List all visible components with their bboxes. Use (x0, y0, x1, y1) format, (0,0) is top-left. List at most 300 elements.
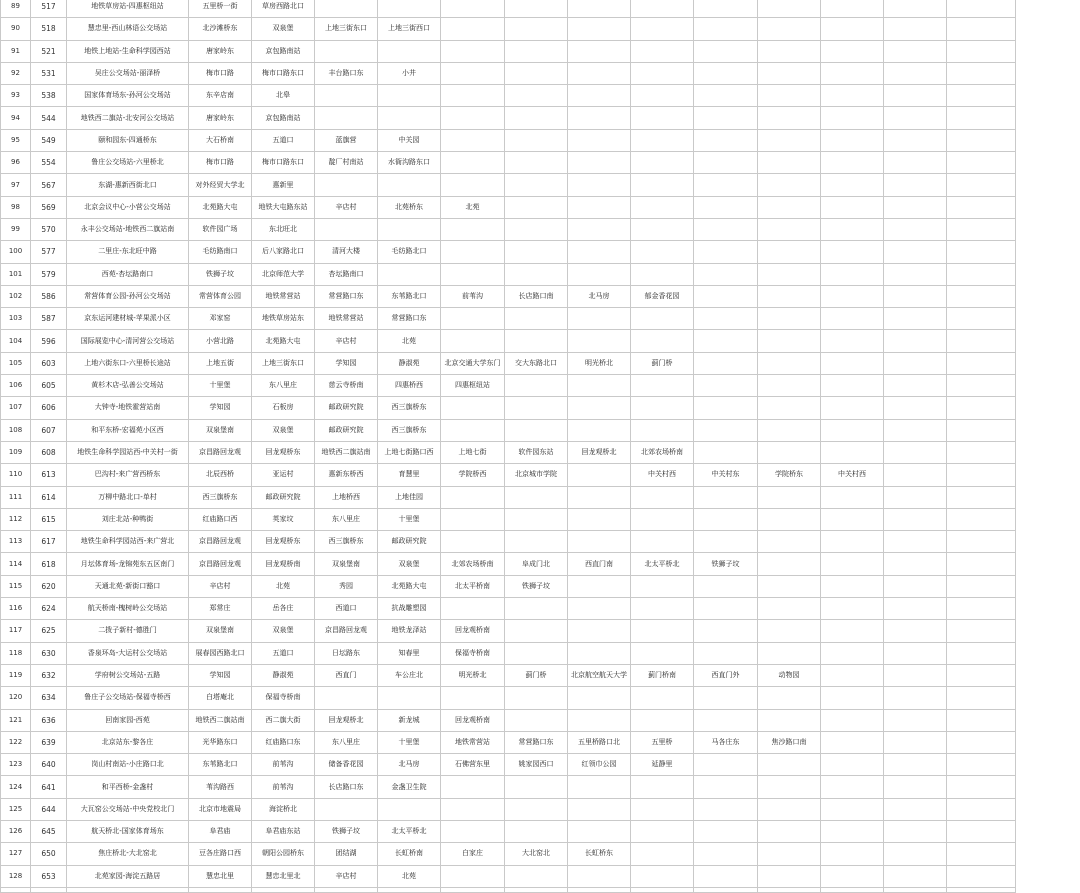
stop-cell: 回龙观桥东 (252, 531, 315, 553)
route-number-cell: 645 (31, 820, 67, 842)
stop-cell (821, 107, 884, 129)
stop-cell: 上地佳园 (378, 486, 441, 508)
stop-cell: 北马房 (378, 754, 441, 776)
stop-cell: 京昌路回龙观 (189, 441, 252, 463)
stop-cell: 地铁常营站 (315, 308, 378, 330)
stop-cell (505, 107, 568, 129)
stop-cell (758, 531, 821, 553)
stop-cell: 上地七街路口西 (378, 441, 441, 463)
route-number-cell: 624 (31, 598, 67, 620)
stop-cell (505, 218, 568, 240)
stop-cell (505, 196, 568, 218)
row-index-cell: 126 (1, 820, 31, 842)
stop-cell (821, 218, 884, 240)
empty-cell (315, 887, 378, 892)
stop-cell: 西二旗大街 (252, 709, 315, 731)
stop-cell: 十里堡 (378, 508, 441, 530)
stop-cell: 动物园 (758, 664, 821, 686)
row-index-cell: 89 (1, 0, 31, 18)
stop-cell (758, 129, 821, 151)
stop-cell (505, 174, 568, 196)
stop-cell: 苇沟路西 (189, 776, 252, 798)
stop-cell (568, 397, 631, 419)
stop-cell (505, 308, 568, 330)
stop-cell: 北苑 (378, 330, 441, 352)
stop-cell: 郁金香花园 (631, 285, 694, 307)
table-row (1, 598, 1016, 620)
stop-cell: 学知园 (189, 664, 252, 686)
table-row (1, 397, 1016, 419)
stop-cell (568, 107, 631, 129)
stop-cell (441, 85, 505, 107)
stop-cell: 邮政研究院 (315, 397, 378, 419)
route-name-cell: 地铁生命科学园站西-来广营北 (67, 531, 189, 553)
stop-cell (568, 598, 631, 620)
stop-cell (821, 843, 884, 865)
stop-cell (758, 798, 821, 820)
stop-cell (758, 85, 821, 107)
stop-cell (694, 263, 758, 285)
stop-cell: 常营路口东 (505, 731, 568, 753)
stop-cell (947, 263, 1016, 285)
stop-cell (758, 0, 821, 18)
stop-cell (947, 687, 1016, 709)
stop-cell: 五道口 (252, 129, 315, 151)
stop-cell (568, 798, 631, 820)
stop-cell (884, 308, 947, 330)
stop-cell: 大北窑北 (505, 843, 568, 865)
stop-cell: 西直门南 (568, 553, 631, 575)
stop-cell: 北辰西桥 (189, 464, 252, 486)
stop-cell (947, 709, 1016, 731)
route-number-cell: 549 (31, 129, 67, 151)
stop-cell (884, 776, 947, 798)
row-index-cell: 98 (1, 196, 31, 218)
table-row (1, 508, 1016, 530)
route-name-cell: 上地六街东口-六里桥长途站 (67, 352, 189, 374)
table-row (1, 486, 1016, 508)
row-index-cell: 96 (1, 152, 31, 174)
empty-cell (947, 887, 1016, 892)
route-name-cell: 鲁庄公交场站-六里桥北 (67, 152, 189, 174)
stop-cell (947, 174, 1016, 196)
stop-cell (884, 709, 947, 731)
stop-cell: 北太平桥南 (441, 575, 505, 597)
stop-cell: 北苑桥东 (378, 196, 441, 218)
stop-cell (441, 397, 505, 419)
stop-cell (821, 263, 884, 285)
stop-cell: 双泉堡南 (189, 419, 252, 441)
stop-cell (694, 486, 758, 508)
stop-cell (378, 40, 441, 62)
stop-cell: 唐家岭东 (189, 107, 252, 129)
stop-cell (441, 218, 505, 240)
stop-cell (631, 174, 694, 196)
row-index-cell: 112 (1, 508, 31, 530)
stop-cell (884, 553, 947, 575)
stop-cell (378, 107, 441, 129)
stop-cell: 双泉堡 (252, 620, 315, 642)
stop-cell: 铁狮子坟 (694, 553, 758, 575)
stop-cell (884, 598, 947, 620)
route-number-cell: 620 (31, 575, 67, 597)
stop-cell (821, 754, 884, 776)
stop-cell (631, 241, 694, 263)
stop-cell: 十里堡 (189, 375, 252, 397)
stop-cell: 东辛店南 (189, 85, 252, 107)
stop-cell (821, 62, 884, 84)
stop-cell: 北京师范大学 (252, 263, 315, 285)
stop-cell: 东苇路北口 (378, 285, 441, 307)
stop-cell (631, 18, 694, 40)
stop-cell (821, 419, 884, 441)
route-name-cell: 月坛体育场-龙锦苑东五区南门 (67, 553, 189, 575)
stop-cell (821, 308, 884, 330)
stop-cell: 梅市口路东口 (252, 62, 315, 84)
stop-cell: 双泉堡 (252, 18, 315, 40)
stop-cell: 储备香花园 (315, 754, 378, 776)
table-row (1, 85, 1016, 107)
stop-cell: 北沙滩桥东 (189, 18, 252, 40)
stop-cell (694, 441, 758, 463)
stop-cell: 金盏卫生院 (378, 776, 441, 798)
stop-cell (441, 419, 505, 441)
stop-cell (821, 375, 884, 397)
route-number-cell: 579 (31, 263, 67, 285)
stop-cell: 北苑 (378, 865, 441, 887)
stop-cell: 慧忠北里 (189, 865, 252, 887)
stop-cell (694, 508, 758, 530)
stop-cell (631, 62, 694, 84)
stop-cell (505, 820, 568, 842)
table-row (1, 263, 1016, 285)
stop-cell (505, 798, 568, 820)
stop-cell: 西三旗桥东 (315, 531, 378, 553)
stop-cell (505, 397, 568, 419)
stop-cell: 回龙观桥南 (441, 620, 505, 642)
stop-cell (694, 843, 758, 865)
empty-cell (568, 887, 631, 892)
stop-cell (441, 508, 505, 530)
empty-cell (1, 887, 31, 892)
row-index-cell: 124 (1, 776, 31, 798)
stop-cell: 东八里庄 (315, 731, 378, 753)
route-name-cell: 刘庄北站-种鸭街 (67, 508, 189, 530)
stop-cell: 秀园 (315, 575, 378, 597)
row-index-cell: 97 (1, 174, 31, 196)
stop-cell: 育慧里 (378, 464, 441, 486)
route-name-cell: 学府树公交场站-五路 (67, 664, 189, 686)
stop-cell: 北京交通大学东门 (441, 352, 505, 374)
empty-cell (758, 887, 821, 892)
stop-cell (821, 352, 884, 374)
row-index-cell: 120 (1, 687, 31, 709)
stop-cell (884, 575, 947, 597)
stop-cell (884, 397, 947, 419)
stop-cell: 回龙观桥东 (252, 441, 315, 463)
stop-cell (441, 865, 505, 887)
row-index-cell: 113 (1, 531, 31, 553)
empty-cell (252, 887, 315, 892)
stop-cell: 水衙沟路东口 (378, 152, 441, 174)
stop-cell (821, 664, 884, 686)
route-number-cell: 618 (31, 553, 67, 575)
table-row (1, 129, 1016, 151)
stop-cell: 地铁常营站 (441, 731, 505, 753)
stop-cell (758, 486, 821, 508)
stop-cell: 长虹桥东 (568, 843, 631, 865)
stop-cell (441, 62, 505, 84)
route-name-cell: 国际展览中心-清河营公交场站 (67, 330, 189, 352)
stop-cell (694, 419, 758, 441)
stop-cell (947, 620, 1016, 642)
stop-cell (884, 174, 947, 196)
stop-cell (505, 0, 568, 18)
stop-cell: 地铁西二旗站南 (315, 441, 378, 463)
stop-cell (947, 575, 1016, 597)
stop-cell (631, 709, 694, 731)
stop-cell (758, 575, 821, 597)
stop-cell (505, 18, 568, 40)
stop-cell (694, 776, 758, 798)
stop-cell: 石佛营东里 (441, 754, 505, 776)
route-number-cell: 554 (31, 152, 67, 174)
stop-cell (631, 196, 694, 218)
stop-cell (758, 308, 821, 330)
stop-cell (378, 0, 441, 18)
stop-cell (441, 40, 505, 62)
route-name-cell: 航天桥南-槐树岭公交场站 (67, 598, 189, 620)
stop-cell (505, 776, 568, 798)
stop-cell (694, 620, 758, 642)
table-row (1, 152, 1016, 174)
empty-cell (505, 887, 568, 892)
stop-cell (884, 62, 947, 84)
stop-cell (631, 330, 694, 352)
stop-cell (884, 263, 947, 285)
stop-cell: 西道口 (315, 598, 378, 620)
stop-cell (758, 352, 821, 374)
stop-cell (441, 308, 505, 330)
stop-cell (758, 843, 821, 865)
stop-cell: 五道口 (252, 642, 315, 664)
route-number-cell: 613 (31, 464, 67, 486)
stop-cell (947, 85, 1016, 107)
empty-cell (189, 887, 252, 892)
stop-cell (947, 0, 1016, 18)
stop-cell: 四惠桥西 (378, 375, 441, 397)
stop-cell (315, 687, 378, 709)
stop-cell (631, 798, 694, 820)
stop-cell: 双泉堡 (252, 419, 315, 441)
stop-cell (947, 152, 1016, 174)
stop-cell (631, 375, 694, 397)
stop-cell: 东八里庄 (315, 508, 378, 530)
stop-cell (631, 263, 694, 285)
stop-cell (505, 508, 568, 530)
stop-cell: 白家庄 (441, 843, 505, 865)
stop-cell (947, 196, 1016, 218)
empty-cell (67, 887, 189, 892)
stop-cell (631, 397, 694, 419)
stop-cell (505, 620, 568, 642)
stop-cell: 铁狮子坟 (505, 575, 568, 597)
stop-cell: 京昌路回龙观 (315, 620, 378, 642)
stop-cell: 阜君庙 (189, 820, 252, 842)
stop-cell: 铁狮子坟 (315, 820, 378, 842)
stop-cell: 上地五街 (189, 352, 252, 374)
route-number-cell: 570 (31, 218, 67, 240)
stop-cell (631, 107, 694, 129)
stop-cell: 阜成门北 (505, 553, 568, 575)
route-name-cell: 回南家园-西苑 (67, 709, 189, 731)
stop-cell (758, 18, 821, 40)
table-row (1, 820, 1016, 842)
stop-cell: 回龙观桥南 (252, 553, 315, 575)
stop-cell: 软件园东站 (505, 441, 568, 463)
stop-cell (884, 754, 947, 776)
empty-cell (884, 887, 947, 892)
stop-cell: 北皋 (252, 85, 315, 107)
stop-cell (947, 531, 1016, 553)
route-number-cell: 586 (31, 285, 67, 307)
stop-cell (505, 40, 568, 62)
stop-cell (884, 0, 947, 18)
stop-cell: 学知园 (315, 352, 378, 374)
stop-cell (947, 129, 1016, 151)
table-row (1, 241, 1016, 263)
stop-cell (884, 531, 947, 553)
stop-cell (505, 85, 568, 107)
stop-cell (568, 642, 631, 664)
route-table-body (1, 0, 1016, 892)
stop-cell: 石板房 (252, 397, 315, 419)
route-name-cell: 二里庄-东北旺中路 (67, 241, 189, 263)
stop-cell: 西三旗桥东 (378, 397, 441, 419)
stop-cell (315, 40, 378, 62)
stop-cell: 慧忠北里北 (252, 865, 315, 887)
stop-cell: 梅市口路东口 (252, 152, 315, 174)
stop-cell: 豆各庄路口西 (189, 843, 252, 865)
route-number-cell: 641 (31, 776, 67, 798)
route-number-cell: 636 (31, 709, 67, 731)
table-row (1, 642, 1016, 664)
stop-cell (821, 174, 884, 196)
stop-cell (568, 375, 631, 397)
stop-cell (947, 330, 1016, 352)
stop-cell (378, 687, 441, 709)
stop-cell: 知春里 (378, 642, 441, 664)
stop-cell: 明光桥北 (441, 664, 505, 686)
stop-cell (758, 553, 821, 575)
stop-cell (821, 397, 884, 419)
empty-cell (31, 887, 67, 892)
stop-cell (568, 62, 631, 84)
stop-cell: 前苇沟 (252, 776, 315, 798)
stop-cell: 中关园 (378, 129, 441, 151)
stop-cell (631, 687, 694, 709)
table-row (1, 352, 1016, 374)
stop-cell (758, 620, 821, 642)
stop-cell (884, 241, 947, 263)
stop-cell (694, 375, 758, 397)
stop-cell: 邮政研究院 (378, 531, 441, 553)
row-index-cell: 122 (1, 731, 31, 753)
stop-cell (631, 308, 694, 330)
stop-cell (631, 776, 694, 798)
route-number-cell: 617 (31, 531, 67, 553)
stop-cell: 软件园广场 (189, 218, 252, 240)
stop-cell (631, 642, 694, 664)
table-row (1, 709, 1016, 731)
stop-cell (694, 174, 758, 196)
stop-cell (758, 263, 821, 285)
route-name-cell: 航天桥北-国家体育场东 (67, 820, 189, 842)
stop-cell: 五里桥路口北 (568, 731, 631, 753)
stop-cell (441, 18, 505, 40)
stop-cell (758, 598, 821, 620)
route-number-cell: 567 (31, 174, 67, 196)
stop-cell: 北郊农场桥南 (631, 441, 694, 463)
stop-cell: 小井 (378, 62, 441, 84)
stop-cell (758, 754, 821, 776)
stop-cell (441, 820, 505, 842)
stop-cell (631, 508, 694, 530)
stop-cell (568, 531, 631, 553)
stop-cell (631, 40, 694, 62)
stop-cell (947, 486, 1016, 508)
stop-cell (378, 85, 441, 107)
table-row (1, 285, 1016, 307)
route-name-cell: 国家体育场东-孙河公交场站 (67, 85, 189, 107)
route-name-cell: 万柳中路北口-单村 (67, 486, 189, 508)
stop-cell (631, 486, 694, 508)
stop-cell: 光华路东口 (189, 731, 252, 753)
row-index-cell: 115 (1, 575, 31, 597)
stop-cell (441, 174, 505, 196)
stop-cell (694, 575, 758, 597)
stop-cell (884, 107, 947, 129)
stop-cell: 学院桥西 (441, 464, 505, 486)
stop-cell: 西直门外 (694, 664, 758, 686)
empty-cell (694, 887, 758, 892)
stop-cell (758, 687, 821, 709)
stop-cell (694, 107, 758, 129)
route-name-cell: 地铁草房站-四惠枢纽站 (67, 0, 189, 18)
stop-cell: 地铁西二旗站南 (189, 709, 252, 731)
row-index-cell: 107 (1, 397, 31, 419)
stop-cell: 草房西路北口 (252, 0, 315, 18)
stop-cell: 保福寺桥南 (441, 642, 505, 664)
stop-cell: 慈云寺桥南 (315, 375, 378, 397)
stop-cell: 阜君庙东站 (252, 820, 315, 842)
route-number-cell: 544 (31, 107, 67, 129)
stop-cell: 京昌路回龙观 (189, 553, 252, 575)
stop-cell (884, 218, 947, 240)
stop-cell (568, 241, 631, 263)
stop-cell (568, 464, 631, 486)
stop-cell (947, 107, 1016, 129)
stop-cell: 焦沙路口南 (758, 731, 821, 753)
stop-cell: 惠新里 (252, 174, 315, 196)
stop-cell: 邮政研究院 (252, 486, 315, 508)
stop-cell (505, 486, 568, 508)
row-index-cell: 95 (1, 129, 31, 151)
stop-cell (947, 441, 1016, 463)
stop-cell (694, 18, 758, 40)
stop-cell (694, 709, 758, 731)
table-row (1, 887, 1016, 892)
